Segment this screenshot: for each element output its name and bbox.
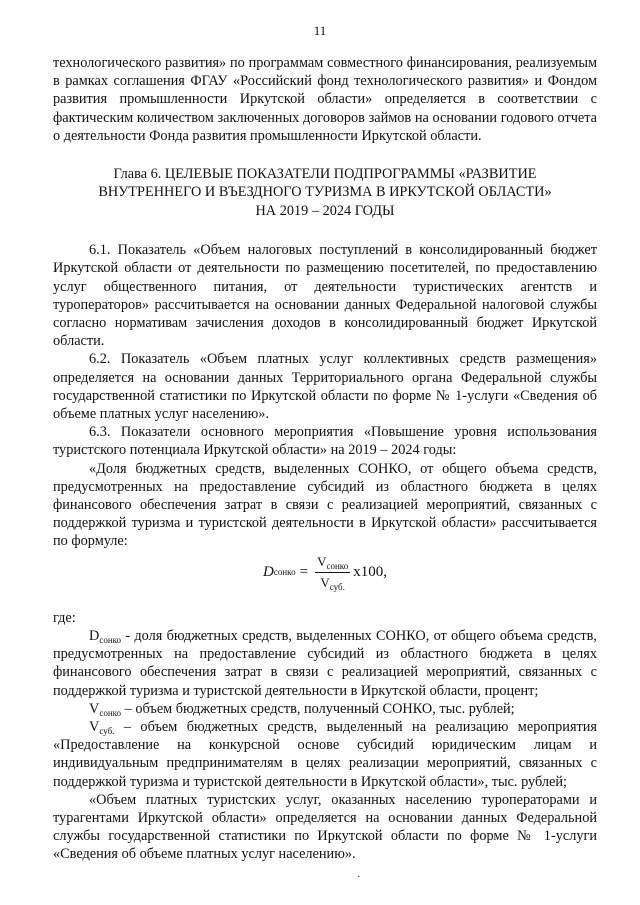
- def-d-sub: сонко: [99, 634, 122, 645]
- def-v-sub-text: – объем бюджетных средств, выделенный на реализацию мероприятия «Предоставление на конкурсной основе субсидий юридическим лицам и индивидуальным предпринимателям в целях реализации мероприятий, связанных с поддержкой туризма и туристской деятельности в Иркутской области», тыс. рублей;: [53, 718, 597, 790]
- page-number: 11: [313, 23, 327, 38]
- paragraph-6-1: 6.1. Показатель «Объем налоговых поступлений в консолидированный бюджет Иркутской области от деятельности по размещению посетителей, по предоставлению услуг общественного питания, от деятельности туристических агентств и туроператоров» рассчитывается на основании данных Федеральной налоговой службы согласно нормативам зачисления доходов в консолидированный бюджет Иркутской области.: [53, 242, 597, 350]
- def-v-sub-sub: суб.: [99, 725, 115, 736]
- paragraph-6-3: 6.3. Показатели основного мероприятия «Повышение уровня использования туристского потенциала Иркутской области» на 2019 – 2024 годы:: [53, 424, 597, 459]
- def-d-text: - доля бюджетных средств, выделенных СОНКО, от общего объема средств, предусмотренных на предоставление субсидий из областного бюджета в целях финансового обеспечения затрат в связи с реализацией мероприятий, связанных с поддержкой туризма и туристской деятельности в Иркутской области, процент;: [53, 627, 597, 699]
- def-d-symbol: D: [89, 627, 100, 644]
- paragraph-paid-services: «Объем платных туристских услуг, оказанных населению туроператорами и турагентами Иркутской области» определяется на основании данных Федеральной службы государственной статистики по Иркутской области по форме № 1-услуги «Сведения об объеме платных услуг населению».: [53, 791, 597, 863]
- chapter-heading-line-1: Глава 6. ЦЕЛЕВЫЕ ПОКАЗАТЕЛИ ПОДПРОГРАММЫ «РАЗВИТИЕ: [113, 166, 537, 183]
- def-v-sonko-text: – объем бюджетных средств, полученный СОНКО, тыс. рублей;: [121, 700, 515, 717]
- paragraph-share-indicator: «Доля бюджетных средств, выделенных СОНКО, от общего объема средств, предусмотренных на предоставление субсидий из областного бюджета в целях финансового обеспечения затрат в связи с реализацией мероприятий, связанных с поддержкой туризма и туристской деятельности в Иркутской области» рассчитывается по формуле:: [53, 460, 597, 550]
- chapter-heading: [53, 165, 597, 220]
- formula-numerator: [315, 553, 350, 573]
- paragraph-6-2: 6.2. Показатель «Объем платных услуг коллективных средств размещения» определяется на основании данных Территориального органа Федеральной службы государственной статистики по Иркутской области по форме № 1-услуги «Сведения об объеме платных услуг населению».: [53, 351, 597, 423]
- where-label: где:: [53, 609, 76, 626]
- chapter-heading-line-2: ВНУТРЕННЕГО И ВЪЕЗДНОГО ТУРИЗМА В ИРКУТСКОЙ ОБЛАСТИ»: [98, 184, 552, 201]
- formula-multiplier: x100,: [353, 564, 387, 581]
- definition-v-sonko: [53, 700, 597, 718]
- chapter-heading-line-3: НА 2019 – 2024 ГОДЫ: [255, 202, 395, 219]
- def-v-sub-symbol: V: [89, 718, 100, 735]
- footer-mark: ·: [357, 872, 361, 883]
- formula-denominator-sub: суб.: [329, 581, 345, 592]
- formula-expression: D сонко = $\frac{V_{сонко}}{V_{суб.}}$ x100,: [263, 553, 387, 592]
- formula-lhs: D: [263, 564, 274, 581]
- formula-numerator-symbol: V: [317, 553, 327, 569]
- formula-equals: =: [299, 564, 309, 581]
- formula-denominator: [318, 573, 346, 592]
- definition-d-sonko: [53, 627, 597, 700]
- def-v-sonko-symbol: V: [89, 700, 100, 717]
- def-v-sonko-sub: сонко: [99, 707, 122, 718]
- formula: [53, 553, 597, 605]
- formula-numerator-sub: сонко: [326, 560, 349, 571]
- document-body: [53, 54, 597, 864]
- formula-denominator-symbol: V: [320, 574, 330, 590]
- definition-v-sub: [53, 718, 597, 791]
- formula-fraction: [315, 553, 350, 592]
- intro-paragraph: технологического развития» по программам совместного финансирования, реализуемым в рамках соглашения ФГАУ «Российский фонд технологического развития» и Фондом развития промышленности Иркутской области» определяется в соответствии с фактическим количеством заключенных договоров займов на основании годового отчета о деятельности Фонда развития промышленности Иркутской области.: [53, 55, 597, 144]
